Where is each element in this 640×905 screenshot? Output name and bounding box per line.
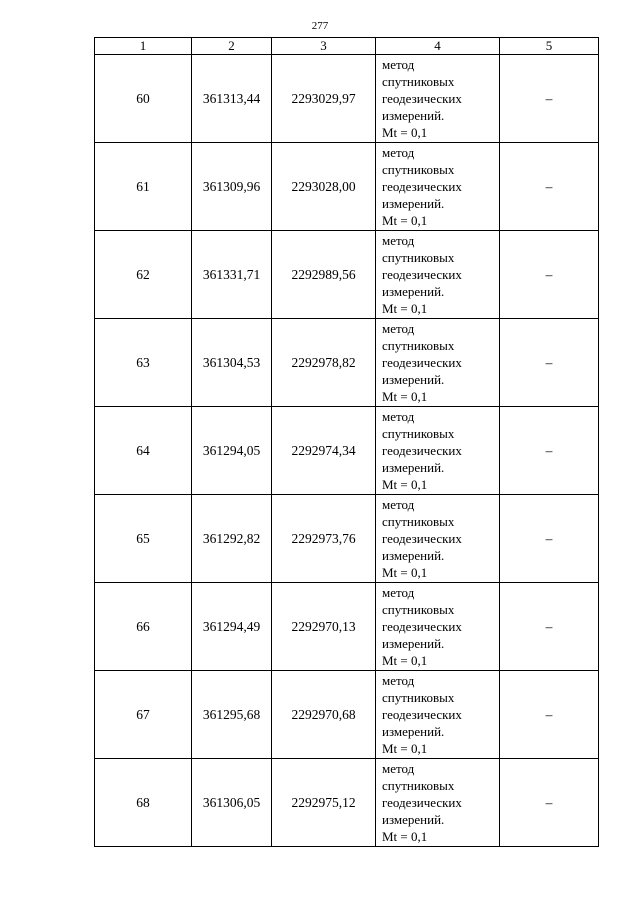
method-line: измерений. <box>382 372 445 387</box>
y-coordinate-cell: 2292970,13 <box>272 583 376 671</box>
point-number-cell: 66 <box>95 583 192 671</box>
method-cell <box>376 671 500 759</box>
method-line: измерений. <box>382 460 445 475</box>
method-line: измерений. <box>382 636 445 651</box>
column-header-1: 1 <box>95 38 192 55</box>
point-number-cell: 63 <box>95 319 192 407</box>
point-number-cell: 61 <box>95 143 192 231</box>
method-line: метод <box>382 409 415 424</box>
method-line: метод <box>382 145 415 160</box>
note-cell: – <box>500 583 599 671</box>
method-line: спутниковых <box>382 250 455 265</box>
y-coordinate-cell: 2293028,00 <box>272 143 376 231</box>
note-cell: – <box>500 759 599 847</box>
table-body <box>95 55 599 847</box>
note-cell: – <box>500 671 599 759</box>
method-line: Mt = 0,1 <box>382 477 428 492</box>
page-number: 277 <box>311 20 329 32</box>
method-cell <box>376 319 500 407</box>
x-coordinate-cell: 361309,96 <box>192 143 272 231</box>
note-cell: – <box>500 495 599 583</box>
method-line: геодезических <box>382 91 462 106</box>
method-cell <box>376 55 500 143</box>
point-number-cell: 64 <box>95 407 192 495</box>
table-row <box>95 319 599 407</box>
method-line: геодезических <box>382 355 462 370</box>
method-cell <box>376 231 500 319</box>
note-cell: – <box>500 143 599 231</box>
column-header-2: 2 <box>192 38 272 55</box>
coordinates-table <box>94 37 599 847</box>
method-line: геодезических <box>382 619 462 634</box>
method-line: Mt = 0,1 <box>382 829 428 844</box>
x-coordinate-cell: 361306,05 <box>192 759 272 847</box>
point-number-cell: 62 <box>95 231 192 319</box>
x-coordinate-cell: 361294,05 <box>192 407 272 495</box>
method-line: геодезических <box>382 267 462 282</box>
column-header-4: 4 <box>376 38 500 55</box>
note-cell: – <box>500 407 599 495</box>
y-coordinate-cell: 2292989,56 <box>272 231 376 319</box>
table-row <box>95 759 599 847</box>
y-coordinate-cell: 2292973,76 <box>272 495 376 583</box>
method-line: Mt = 0,1 <box>382 653 428 668</box>
method-line: метод <box>382 57 415 72</box>
method-line: Mt = 0,1 <box>382 301 428 316</box>
x-coordinate-cell: 361292,82 <box>192 495 272 583</box>
method-line: метод <box>382 673 415 688</box>
method-line: метод <box>382 321 415 336</box>
method-line: Mt = 0,1 <box>382 213 428 228</box>
method-cell <box>376 583 500 671</box>
y-coordinate-cell: 2292975,12 <box>272 759 376 847</box>
method-line: измерений. <box>382 196 445 211</box>
method-cell <box>376 759 500 847</box>
note-cell: – <box>500 55 599 143</box>
method-line: метод <box>382 497 415 512</box>
y-coordinate-cell: 2293029,97 <box>272 55 376 143</box>
point-number-cell: 60 <box>95 55 192 143</box>
method-line: спутниковых <box>382 338 455 353</box>
x-coordinate-cell: 361294,49 <box>192 583 272 671</box>
method-line: геодезических <box>382 707 462 722</box>
note-cell: – <box>500 319 599 407</box>
method-line: Mt = 0,1 <box>382 389 428 404</box>
method-line: измерений. <box>382 812 445 827</box>
method-line: геодезических <box>382 531 462 546</box>
x-coordinate-cell: 361295,68 <box>192 671 272 759</box>
table-row <box>95 671 599 759</box>
method-line: измерений. <box>382 284 445 299</box>
method-line: метод <box>382 761 415 776</box>
point-number-cell: 65 <box>95 495 192 583</box>
method-line: спутниковых <box>382 602 455 617</box>
method-line: Mt = 0,1 <box>382 741 428 756</box>
method-line: спутниковых <box>382 162 455 177</box>
point-number-cell: 68 <box>95 759 192 847</box>
point-number-cell: 67 <box>95 671 192 759</box>
method-line: метод <box>382 585 415 600</box>
table-row <box>95 407 599 495</box>
x-coordinate-cell: 361304,53 <box>192 319 272 407</box>
table-row <box>95 495 599 583</box>
method-line: измерений. <box>382 724 445 739</box>
method-line: метод <box>382 233 415 248</box>
table-row <box>95 143 599 231</box>
method-line: спутниковых <box>382 426 455 441</box>
method-line: геодезических <box>382 179 462 194</box>
y-coordinate-cell: 2292970,68 <box>272 671 376 759</box>
method-line: Mt = 0,1 <box>382 125 428 140</box>
x-coordinate-cell: 361313,44 <box>192 55 272 143</box>
table-row <box>95 583 599 671</box>
x-coordinate-cell: 361331,71 <box>192 231 272 319</box>
column-header-3: 3 <box>272 38 376 55</box>
method-line: спутниковых <box>382 514 455 529</box>
note-cell: – <box>500 231 599 319</box>
method-cell <box>376 407 500 495</box>
table-row <box>95 231 599 319</box>
method-line: спутниковых <box>382 74 455 89</box>
column-header-5: 5 <box>500 38 599 55</box>
y-coordinate-cell: 2292978,82 <box>272 319 376 407</box>
table-header-row <box>95 38 599 55</box>
table-row <box>95 55 599 143</box>
method-line: геодезических <box>382 795 462 810</box>
method-line: спутниковых <box>382 778 455 793</box>
method-line: измерений. <box>382 548 445 563</box>
method-cell <box>376 495 500 583</box>
method-cell <box>376 143 500 231</box>
y-coordinate-cell: 2292974,34 <box>272 407 376 495</box>
method-line: Mt = 0,1 <box>382 565 428 580</box>
method-line: спутниковых <box>382 690 455 705</box>
method-line: измерений. <box>382 108 445 123</box>
method-line: геодезических <box>382 443 462 458</box>
